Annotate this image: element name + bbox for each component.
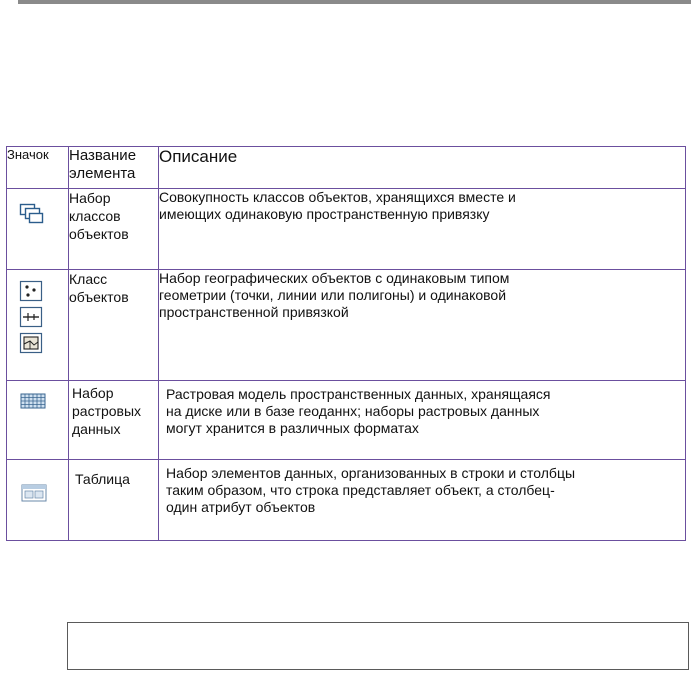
table-row [7,381,686,460]
name-line: Набор [69,190,111,206]
name-line: растровых [72,403,142,419]
table-header-row [7,147,686,189]
icon-cell [7,189,69,270]
table-row [7,189,686,270]
element-description [159,270,686,381]
name-line: Таблица [75,471,130,487]
header-name [69,147,159,189]
table-row [7,460,686,541]
geodatabase-elements-table [6,146,686,541]
polygon-feature-class-icon [19,332,43,354]
element-name [69,270,159,381]
icon-cell [7,381,69,460]
element-description [159,189,686,270]
name-line: объектов [69,226,129,242]
name-line: классов [69,208,121,224]
description-line: Набор элементов данных, организованных в строки и столбцы [166,465,576,481]
name-line: Набор [72,385,114,401]
element-description [159,381,686,460]
raster-dataset-icon [20,393,46,409]
name-line: объектов [69,289,129,305]
icon-cell [7,460,69,541]
feature-dataset-icon [19,203,45,225]
empty-frame [67,622,689,670]
description-line: Набор географических объектов с одинаковым типом [159,270,510,286]
icon-cell [7,270,69,381]
description-line: геометрии (точки, линии или полигоны) и одинаковой [159,287,507,303]
description-line: один атрибут объектов [166,499,316,515]
element-name [69,460,159,541]
name-line: Класс [69,271,108,287]
description-line: Совокупность классов объектов, хранящихся вместе и [159,189,516,205]
element-description [159,460,686,541]
table-icon [21,484,47,502]
top-rule [18,0,691,4]
description-line: на диске или в базе геоданнх; наборы растровых данных [166,403,540,419]
point-feature-class-icon [19,280,43,302]
line-feature-class-icon [19,306,43,328]
description-line: пространственной привязкой [159,304,349,320]
header-name-line1: Название [69,147,137,164]
description-line: таким образом, что строка представляет объект, а столбец- [166,482,555,498]
header-description: Описание [159,147,686,189]
table-row [7,270,686,381]
description-line: могут хранится в различных форматах [166,420,419,436]
element-name [69,189,159,270]
element-name [69,381,159,460]
description-line: имеющих одинаковую пространственную привязку [159,206,490,222]
header-icon: Значок [7,147,69,189]
description-line: Растровая модель пространственных данных, хранящаяся [166,386,551,402]
name-line: данных [72,421,121,437]
header-name-line2: элемента [69,165,136,182]
